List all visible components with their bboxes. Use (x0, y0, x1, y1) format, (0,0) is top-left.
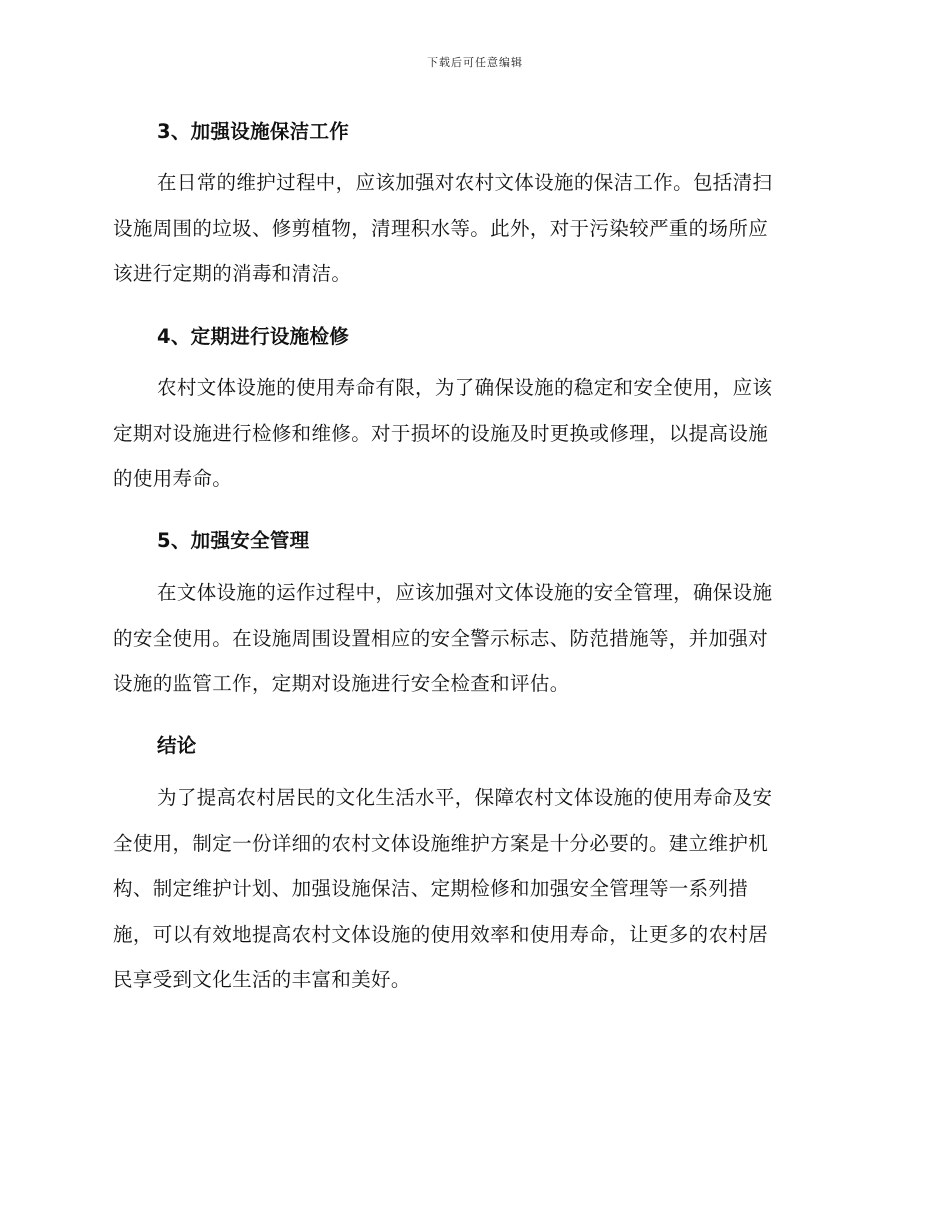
paragraph-line: 设施周围的垃圾、修剪植物，清理积水等。此外，对于污染较严重的场所应 (113, 216, 769, 240)
section-paragraph-3 (113, 168, 831, 305)
paragraph-line: 设施的监管工作，定期对设施进行安全检查和评估。 (113, 672, 570, 695)
paragraph-line: 的使用寿命。 (113, 467, 233, 490)
paragraph-line: 构、制定维护计划、加强设施保洁、定期检修和加强安全管理等一系列措 (113, 877, 749, 900)
section-paragraph-5 (113, 578, 831, 715)
conclusion-heading: 结论 (157, 734, 197, 757)
paragraph-line: 在文体设施的运作过程中，应该加强对文体设施的安全管理，确保设施 (157, 581, 773, 604)
paragraph-line: 民享受到文化生活的丰富和美好。 (113, 968, 411, 991)
paragraph-line: 在日常的维护过程中，应该加强对农村文体设施的保洁工作。包括清扫 (157, 171, 773, 194)
paragraph-line: 的安全使用。在设施周围设置相应的安全警示标志、防范措施等，并加强对 (113, 626, 769, 650)
section-paragraph-4 (113, 373, 831, 510)
paragraph-line: 定期对设施进行检修和维修。对于损坏的设施及时更换或修理，以提高设施 (113, 421, 769, 445)
paragraph-line: 农村文体设施的使用寿命有限，为了确保设施的稳定和安全使用，应该 (157, 376, 773, 399)
paragraph-line: 为了提高农村居民的文化生活水平，保障农村文体设施的使用寿命及安 (157, 786, 773, 809)
paragraph-line: 该进行定期的消毒和清洁。 (113, 262, 352, 285)
page-header: 下载后可任意编辑 (427, 56, 523, 69)
section-heading-4: 4、定期进行设施检修 (157, 325, 350, 348)
section-heading-5: 5、加强安全管理 (157, 529, 310, 552)
paragraph-line: 施，可以有效地提高农村文体设施的使用效率和使用寿命，让更多的农村居 (113, 922, 769, 946)
paragraph-line: 全使用，制定一份详细的农村文体设施维护方案是十分必要的。建立维护机 (113, 831, 769, 855)
conclusion-paragraph (113, 783, 831, 1011)
section-heading-3: 3、加强设施保洁工作 (157, 120, 350, 143)
